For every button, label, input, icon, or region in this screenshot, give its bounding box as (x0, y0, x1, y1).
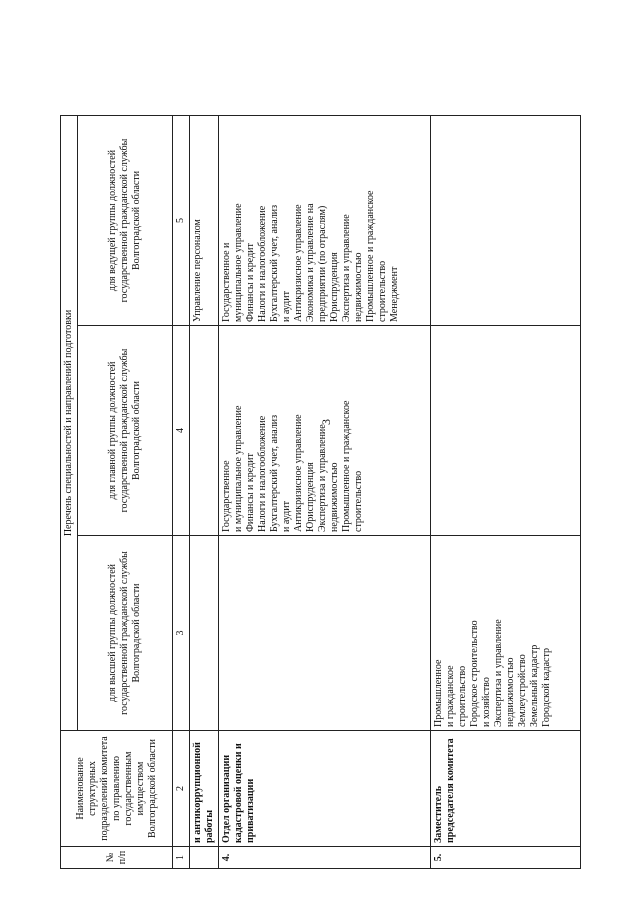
specialty-line: недвижимостью (353, 252, 364, 322)
specialty-line: и хозяйство (481, 677, 492, 727)
row-department-name: Заместитель председателя комитета (431, 731, 581, 847)
specialty-line: Управление персоналом (192, 219, 203, 322)
specialty-line: Бухгалтерский учет, анализ (269, 414, 280, 532)
specialty-line: и гражданское (445, 665, 456, 727)
index-cell: 5 (173, 115, 190, 325)
row-num: 4. (219, 847, 431, 869)
specialty-line: строительство (353, 470, 364, 532)
specialties-table (60, 115, 581, 869)
header-lead-group: для ведущей группы должностей государственной гражданской службы Волгоградской области (78, 115, 173, 325)
row-main-list (190, 326, 219, 536)
table-row (190, 115, 219, 868)
specialty-line: строительство (457, 665, 468, 727)
specialty-line: Промышленное и гражданское (341, 400, 352, 532)
specialty-line: и аудит (281, 501, 292, 532)
header-main-group: для главной группы должностей государственной гражданской службы Волгоградской области (78, 326, 173, 536)
header-high-group: для высшей группы должностей государственной гражданской службы Волгоградской области (78, 536, 173, 731)
specialty-line: Налоги и налогообложение (257, 205, 268, 322)
specialty-line: Юриспруденция (305, 462, 316, 532)
page-number: 3 (319, 419, 333, 425)
specialty-line: недвижимостью (329, 462, 340, 532)
row-high-list (219, 536, 431, 731)
index-cell: 4 (173, 326, 190, 536)
row-lead-list (219, 115, 431, 325)
header-group-title: Перечень специальностей и направлений подготовки (61, 115, 78, 730)
specialty-line: Финансы и кредит (245, 453, 256, 532)
specialty-line: Менеджмент (389, 266, 400, 322)
table-row (431, 115, 581, 868)
specialty-line: и муниципальное управление (233, 405, 244, 532)
specialty-line: Земельный кадастр (529, 644, 540, 727)
row-lead-list (431, 115, 581, 325)
specialty-line: Экспертиза и управление (493, 619, 504, 727)
specialty-line: Промышленное и гражданское (365, 190, 376, 322)
row-main-list (431, 326, 581, 536)
specialty-line: Землеустройство (517, 654, 528, 727)
specialty-line: Городское строительство (469, 620, 480, 727)
specialty-line: предприятии (по отраслям) (317, 205, 328, 322)
header-num: № п/п (61, 847, 173, 869)
row-num (190, 847, 219, 869)
specialty-line: Бухгалтерский учет, анализ (269, 204, 280, 322)
specialty-line: Государственное и (221, 242, 232, 322)
specialty-line: Экспертиза и управление (317, 424, 328, 532)
specialty-line: Антикризисное управление (293, 414, 304, 532)
index-cell: 3 (173, 536, 190, 731)
specialty-line: Экспертиза и управление (341, 214, 352, 322)
rotated-table-sheet (60, 116, 552, 869)
specialty-line: Антикризисное управление (293, 204, 304, 322)
index-cell: 2 (173, 731, 190, 847)
specialty-line: Экономика и управление на (305, 203, 316, 322)
specialty-line: Государственное (221, 460, 232, 532)
specialty-line: Юриспруденция (329, 252, 340, 322)
specialty-line: Финансы и кредит (245, 243, 256, 322)
index-cell: 1 (173, 847, 190, 869)
row-high-list (431, 536, 581, 731)
specialty-line: Промышленное (433, 659, 444, 727)
specialty-line: недвижимостью (505, 657, 516, 727)
row-high-list (190, 536, 219, 731)
specialty-line: строительство (377, 260, 388, 322)
index-row (173, 115, 190, 868)
specialty-line: Налоги и налогообложение (257, 415, 268, 532)
table-row (219, 115, 431, 868)
header-name: Наименование структурных подразделений комитета по управлению государственным имуществом Волгоградской области (61, 731, 173, 847)
row-num: 5. (431, 847, 581, 869)
specialty-line: и аудит (281, 291, 292, 322)
row-main-list (219, 326, 431, 536)
specialty-line: Городской кадастр (541, 648, 552, 727)
row-lead-list (190, 115, 219, 325)
specialty-line: муниципальное управление (233, 203, 244, 322)
row-department-name: Отдел организации кадастровой оценки и приватизации (219, 731, 431, 847)
row-department-name: и антикоррупционной работы (190, 731, 219, 847)
